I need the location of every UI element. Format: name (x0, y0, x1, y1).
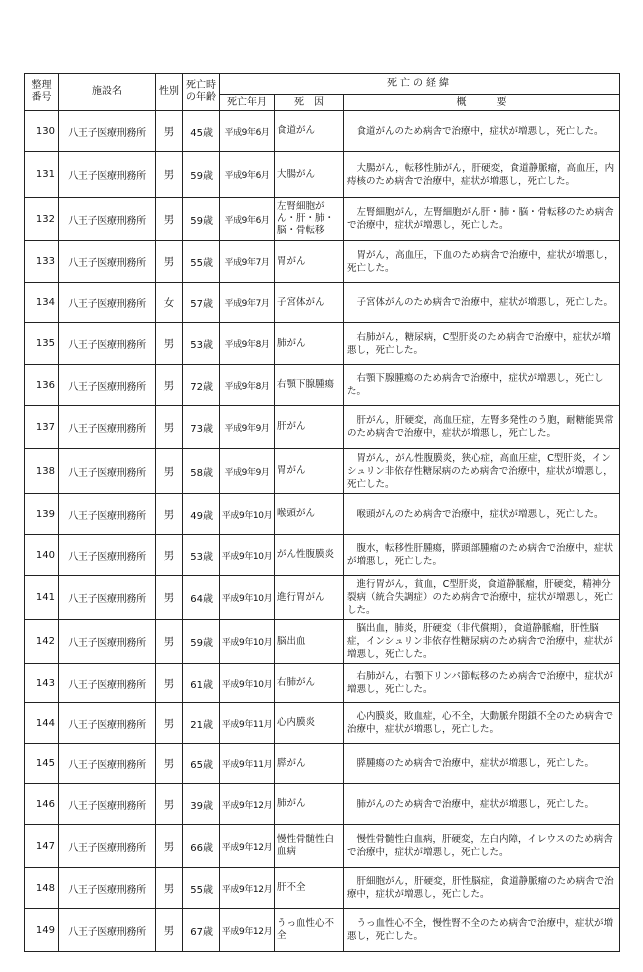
row-age: 59歳 (183, 198, 220, 241)
row-facility: 八王子医療刑務所 (59, 703, 156, 744)
row-facility: 八王子医療刑務所 (59, 406, 156, 449)
row-facility: 八王子医療刑務所 (59, 494, 156, 535)
row-facility: 八王子医療刑務所 (59, 449, 156, 494)
row-cause: 左腎細胞がん・肝・肺・脳・骨転移 (275, 198, 344, 241)
row-date: 平成9年6月 (220, 111, 275, 152)
row-number: 145 (25, 744, 59, 784)
row-age: 53歳 (183, 535, 220, 576)
row-summary: 食道がんのため病舎で治療中，症状が増悪し，死亡した。 (344, 111, 620, 152)
row-facility: 八王子医療刑務所 (59, 620, 156, 664)
row-summary: 大腸がん，転移性肺がん，肝硬変，食道静脈瘤，高血圧，内痔核のため病舎で治療中，症状が増悪し，死亡した。 (344, 152, 620, 198)
row-summary: 脳出血，肺炎，肝硬変（非代償期），食道静脈瘤，肝性脳症，インシュリン非依存性糖尿病のため病舎で治療中，症状が増悪し，死亡した。 (344, 620, 620, 664)
row-summary: うっ血性心不全，慢性腎不全のため病舎で治療中，症状が増悪し，死亡した。 (344, 909, 620, 952)
row-cause: 心内膜炎 (275, 703, 344, 744)
row-cause: 胃がん (275, 241, 344, 283)
row-summary: 右肺がん，右顎下リンパ節転移のため病舎で治療中，症状が増悪し，死亡した。 (344, 664, 620, 703)
row-age: 21歳 (183, 703, 220, 744)
row-number: 144 (25, 703, 59, 744)
header-age-label: 死亡時の年齢 (186, 80, 216, 103)
table-row (25, 111, 620, 152)
row-number: 137 (25, 406, 59, 449)
row-number: 133 (25, 241, 59, 283)
row-facility: 八王子医療刑務所 (59, 744, 156, 784)
row-cause: 右顎下腺腫瘍 (275, 365, 344, 406)
row-age: 45歳 (183, 111, 220, 152)
row-sex: 男 (156, 494, 183, 535)
row-date: 平成9年7月 (220, 241, 275, 283)
row-sex: 男 (156, 868, 183, 909)
row-cause: うっ血性心不全 (275, 909, 344, 952)
row-date: 平成9年11月 (220, 703, 275, 744)
row-sex: 男 (156, 703, 183, 744)
row-facility: 八王子医療刑務所 (59, 664, 156, 703)
table-row (25, 744, 620, 784)
row-summary: 進行胃がん，貧血，C型肝炎，食道静脈瘤，肝硬変，精神分裂病（統合失調症）のため病舎で治療中，症状が増悪し，死亡した。 (344, 576, 620, 620)
table-body (25, 111, 620, 952)
row-summary: 膵腫瘍のため病舎で治療中，症状が増悪し，死亡した。 (344, 744, 620, 784)
table-row (25, 406, 620, 449)
row-age: 59歳 (183, 620, 220, 664)
row-sex: 男 (156, 152, 183, 198)
row-cause: 慢性骨髄性白血病 (275, 825, 344, 868)
row-date: 平成9年9月 (220, 406, 275, 449)
row-facility: 八王子医療刑務所 (59, 241, 156, 283)
row-cause: 脳出血 (275, 620, 344, 664)
row-date: 平成9年8月 (220, 323, 275, 365)
row-sex: 男 (156, 449, 183, 494)
row-sex: 男 (156, 664, 183, 703)
row-number: 146 (25, 784, 59, 825)
row-cause: 肺がん (275, 784, 344, 825)
row-date: 平成9年7月 (220, 283, 275, 323)
row-sex: 男 (156, 365, 183, 406)
table-row (25, 868, 620, 909)
row-summary: 右顎下腺腫瘍のため病舎で治療中，症状が増悪し，死亡した。 (344, 365, 620, 406)
row-age: 64歳 (183, 576, 220, 620)
row-number: 141 (25, 576, 59, 620)
row-number: 138 (25, 449, 59, 494)
row-age: 39歳 (183, 784, 220, 825)
row-date: 平成9年10月 (220, 620, 275, 664)
row-summary: 左腎細胞がん，左腎細胞がん肝・肺・脳・骨転移のため病舎で治療中，症状が増悪し，死亡した。 (344, 198, 620, 241)
row-sex: 男 (156, 111, 183, 152)
header-summary: 概 要 (344, 95, 620, 111)
row-summary: 胃がん，がん性腹膜炎，狭心症，高血圧症，C型肝炎，インシュリン非依存性糖尿病のため病舎で治療中，症状が増悪し，死亡した。 (344, 449, 620, 494)
row-summary: 子宮体がんのため病舎で治療中，症状が増悪し，死亡した。 (344, 283, 620, 323)
row-facility: 八王子医療刑務所 (59, 868, 156, 909)
row-age: 55歳 (183, 868, 220, 909)
table-row (25, 576, 620, 620)
row-number: 142 (25, 620, 59, 664)
table-row (25, 620, 620, 664)
row-number: 132 (25, 198, 59, 241)
row-date: 平成9年6月 (220, 152, 275, 198)
row-date: 平成9年11月 (220, 744, 275, 784)
row-age: 57歳 (183, 283, 220, 323)
table-row (25, 449, 620, 494)
row-date: 平成9年12月 (220, 909, 275, 952)
row-summary: 慢性骨髄性白血病，肝硬変，左白内障，イレウスのため病舎で治療中，症状が増悪し，死亡した。 (344, 825, 620, 868)
row-cause: 子宮体がん (275, 283, 344, 323)
row-summary: 肺がんのため病舎で治療中，症状が増悪し，死亡した。 (344, 784, 620, 825)
row-summary: 肝がん，肝硬変，高血圧症，左腎多発性のう胞，耐糖能異常のため病舎で治療中，症状が増悪し，死亡した。 (344, 406, 620, 449)
header-course: 死亡の経緯 (220, 74, 620, 95)
row-sex: 男 (156, 323, 183, 365)
header-no (25, 74, 59, 111)
row-age: 58歳 (183, 449, 220, 494)
row-cause: 肝がん (275, 406, 344, 449)
header-no-label: 整理番号 (31, 80, 52, 103)
row-number: 140 (25, 535, 59, 576)
row-sex: 女 (156, 283, 183, 323)
row-cause: 大腸がん (275, 152, 344, 198)
row-summary: 心内膜炎，敗血症，心不全，大動脈弁閉鎖不全のため病舎で治療中，症状が増悪し，死亡した。 (344, 703, 620, 744)
row-sex: 男 (156, 406, 183, 449)
row-cause: 肝不全 (275, 868, 344, 909)
row-date: 平成9年6月 (220, 198, 275, 241)
row-summary: 肝細胞がん，肝硬変，肝性脳症，食道静脈瘤のため病舎で治療中，症状が増悪し，死亡した。 (344, 868, 620, 909)
row-cause: 右肺がん (275, 664, 344, 703)
header-sex: 性別 (156, 74, 183, 111)
row-age: 67歳 (183, 909, 220, 952)
row-number: 134 (25, 283, 59, 323)
row-summary: 腹水，転移性肝腫瘍，膵頭部腫瘤のため病舎で治療中，症状が増悪し，死亡した。 (344, 535, 620, 576)
row-date: 平成9年10月 (220, 535, 275, 576)
row-number: 131 (25, 152, 59, 198)
row-facility: 八王子医療刑務所 (59, 825, 156, 868)
row-sex: 男 (156, 241, 183, 283)
row-sex: 男 (156, 198, 183, 241)
row-cause: 胃がん (275, 449, 344, 494)
row-age: 59歳 (183, 152, 220, 198)
row-date: 平成9年8月 (220, 365, 275, 406)
row-facility: 八王子医療刑務所 (59, 111, 156, 152)
row-sex: 男 (156, 784, 183, 825)
row-cause: 膵がん (275, 744, 344, 784)
row-age: 55歳 (183, 241, 220, 283)
row-number: 130 (25, 111, 59, 152)
row-age: 72歳 (183, 365, 220, 406)
row-summary: 右肺がん，糖尿病，C型肝炎のため病舎で治療中，症状が増悪し，死亡した。 (344, 323, 620, 365)
row-sex: 男 (156, 744, 183, 784)
death-record-table (24, 73, 620, 952)
table-row (25, 152, 620, 198)
row-sex: 男 (156, 535, 183, 576)
table-row (25, 664, 620, 703)
table-row (25, 909, 620, 952)
row-number: 143 (25, 664, 59, 703)
row-date: 平成9年9月 (220, 449, 275, 494)
header-facility: 施設名 (59, 74, 156, 111)
header-cause: 死 因 (275, 95, 344, 111)
row-summary: 喉頭がんのため病舎で治療中，症状が増悪し，死亡した。 (344, 494, 620, 535)
row-facility: 八王子医療刑務所 (59, 152, 156, 198)
row-number: 149 (25, 909, 59, 952)
table-row (25, 703, 620, 744)
row-facility: 八王子医療刑務所 (59, 909, 156, 952)
table-row (25, 323, 620, 365)
row-age: 65歳 (183, 744, 220, 784)
row-sex: 男 (156, 576, 183, 620)
row-cause: 進行胃がん (275, 576, 344, 620)
row-age: 73歳 (183, 406, 220, 449)
row-facility: 八王子医療刑務所 (59, 283, 156, 323)
row-sex: 男 (156, 620, 183, 664)
row-age: 53歳 (183, 323, 220, 365)
row-cause: 食道がん (275, 111, 344, 152)
table-row (25, 283, 620, 323)
table-row (25, 784, 620, 825)
row-number: 148 (25, 868, 59, 909)
row-age: 66歳 (183, 825, 220, 868)
row-sex: 男 (156, 825, 183, 868)
row-facility: 八王子医療刑務所 (59, 323, 156, 365)
row-facility: 八王子医療刑務所 (59, 784, 156, 825)
row-number: 147 (25, 825, 59, 868)
row-age: 49歳 (183, 494, 220, 535)
table-row (25, 535, 620, 576)
row-facility: 八王子医療刑務所 (59, 198, 156, 241)
row-sex: 男 (156, 909, 183, 952)
row-cause: 肺がん (275, 323, 344, 365)
table-row (25, 198, 620, 241)
row-number: 136 (25, 365, 59, 406)
table-row (25, 825, 620, 868)
row-facility: 八王子医療刑務所 (59, 535, 156, 576)
row-date: 平成9年12月 (220, 825, 275, 868)
row-date: 平成9年10月 (220, 576, 275, 620)
header-age (183, 74, 220, 111)
row-facility: 八王子医療刑務所 (59, 365, 156, 406)
table-row (25, 365, 620, 406)
row-date: 平成9年12月 (220, 868, 275, 909)
header-date: 死亡年月 (220, 95, 275, 111)
row-facility: 八王子医療刑務所 (59, 576, 156, 620)
death-record-sheet (24, 73, 619, 952)
row-number: 139 (25, 494, 59, 535)
row-cause: 喉頭がん (275, 494, 344, 535)
row-date: 平成9年12月 (220, 784, 275, 825)
row-number: 135 (25, 323, 59, 365)
row-cause: がん性腹膜炎 (275, 535, 344, 576)
row-summary: 胃がん，高血圧，下血のため病舎で治療中，症状が増悪し，死亡した。 (344, 241, 620, 283)
row-date: 平成9年10月 (220, 494, 275, 535)
row-date: 平成9年10月 (220, 664, 275, 703)
table-row (25, 241, 620, 283)
table-row (25, 494, 620, 535)
row-age: 61歳 (183, 664, 220, 703)
